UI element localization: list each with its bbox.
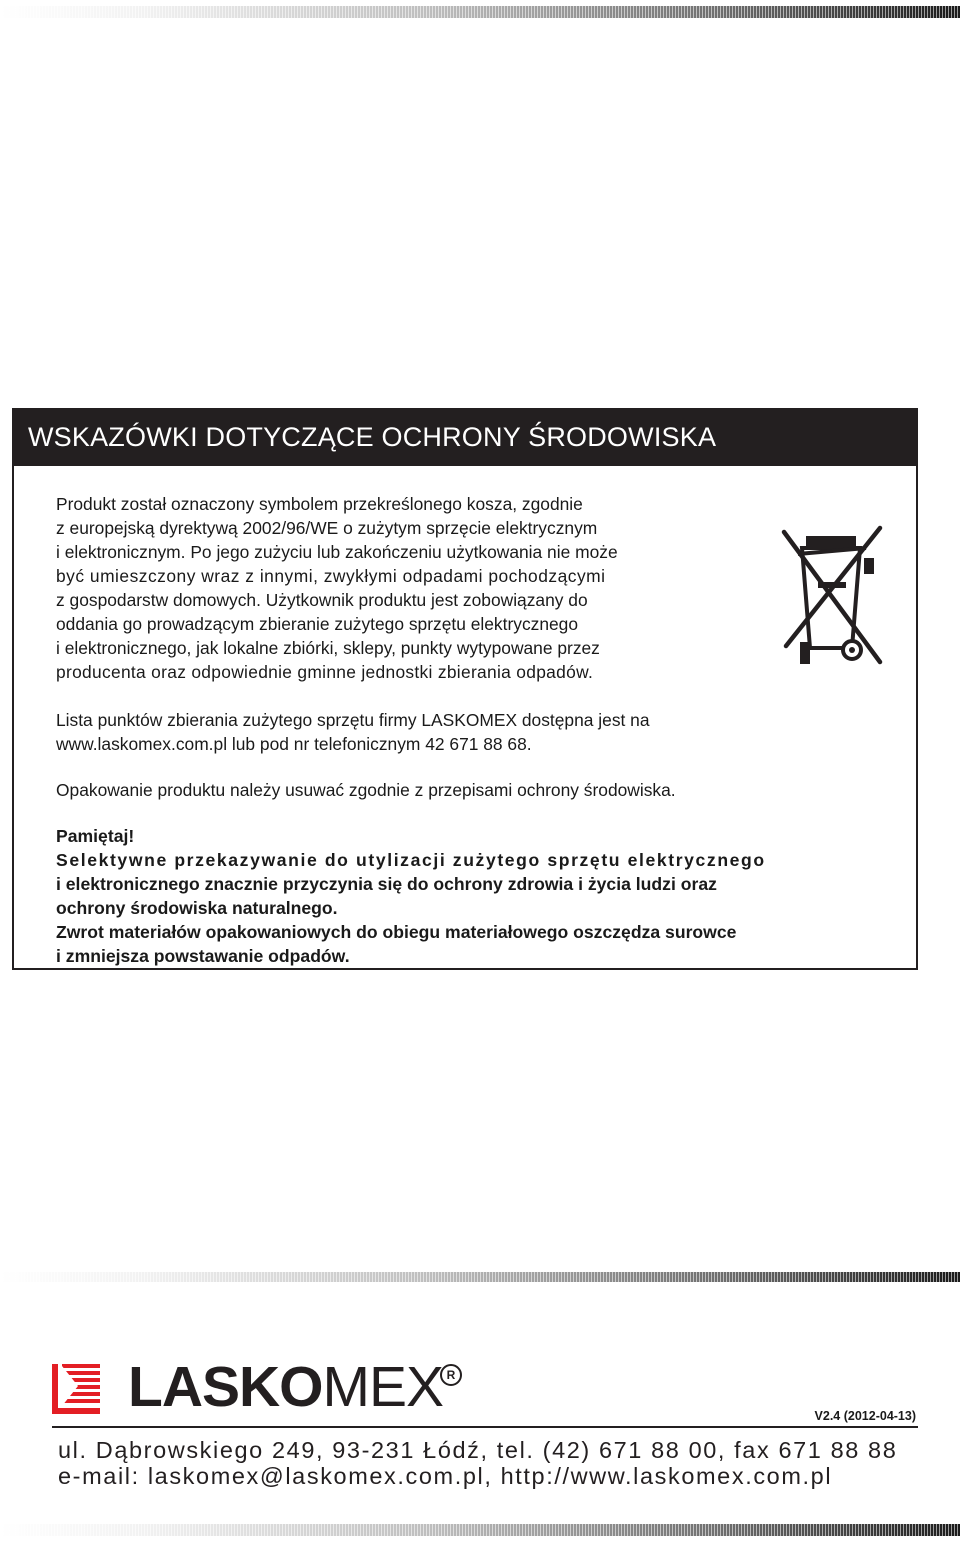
document-version: V2.4 (2012-04-13) xyxy=(814,1409,916,1423)
address-line: ul. Dąbrowskiego 249, 93-231 Łódź, tel. (42) 671 88 00, fax 671 88 88 xyxy=(58,1437,898,1463)
paragraph-line: i elektronicznego, jak lokalne zbiórki, sklepy, punkty wytypowane przez xyxy=(56,638,600,658)
paragraph-line: Produkt został oznaczony symbolem przekreślonego kosza, zgodnie xyxy=(56,494,583,514)
decorative-gradient-bar-bottom xyxy=(0,1524,960,1536)
logo-text-bold: LASKO xyxy=(128,1355,323,1419)
laskomex-red-mark-icon xyxy=(52,1364,100,1414)
registered-trademark-icon: R xyxy=(440,1364,462,1386)
remember-line: Zwrot materiałów opakowaniowych do obiegu materiałowego oszczędza surowce xyxy=(56,922,737,942)
email-web-line: e-mail: laskomex@laskomex.com.pl, http://www.laskomex.com.pl xyxy=(58,1463,833,1489)
paragraph-line: być umieszczony wraz z innymi, zwykłymi odpadami pochodzącymi xyxy=(56,566,606,586)
notice-title: WSKAZÓWKI DOTYCZĄCE OCHRONY ŚRODOWISKA xyxy=(28,422,717,452)
remember-line: i zmniejsza powstawanie odpadów. xyxy=(56,946,350,966)
paragraph-line: z gospodarstw domowych. Użytkownik produktu jest zobowiązany do xyxy=(56,590,588,610)
paragraph-line: Lista punktów zbierania zużytego sprzętu firmy LASKOMEX dostępna jest na xyxy=(56,710,650,730)
environment-notice-panel xyxy=(12,408,918,970)
remember-line: i elektronicznego znacznie przyczynia się do ochrony zdrowia i życia ludzi oraz xyxy=(56,874,717,894)
paragraph-line: producenta oraz odpowiednie gminne jednostki zbierania odpadów. xyxy=(56,662,594,682)
footer-divider xyxy=(52,1426,918,1428)
notice-header xyxy=(14,410,916,466)
company-contact xyxy=(58,1437,897,1489)
paragraph-line: www.laskomex.com.pl lub pod nr telefonicznym 42 671 88 68. xyxy=(56,734,532,754)
crossed-out-wheelie-bin-icon xyxy=(778,524,886,666)
paragraph-line: oddania go prowadzącym zbieranie zużytego sprzętu elektrycznego xyxy=(56,614,579,634)
disposal-paragraph xyxy=(56,492,618,684)
packaging-paragraph: Opakowanie produktu należy usuwać zgodnie z przepisami ochrony środowiska. xyxy=(56,780,676,800)
remember-line: ochrony środowiska naturalnego. xyxy=(56,898,338,918)
remember-line: Selektywne przekazywanie do utylizacji zużytego sprzętu elektrycznego xyxy=(56,850,766,870)
remember-heading: Pamiętaj! xyxy=(56,826,135,846)
paragraph-line: z europejską dyrektywą 2002/96/WE o zużytym sprzęcie elektrycznym xyxy=(56,518,598,538)
paragraph-line: i elektronicznym. Po jego zużyciu lub zakończeniu użytkowania nie może xyxy=(56,542,618,562)
logo-text-light: MEX xyxy=(322,1355,444,1419)
collection-points-paragraph xyxy=(56,708,650,756)
decorative-gradient-bar-middle xyxy=(0,1272,960,1282)
decorative-gradient-bar-top xyxy=(0,6,960,18)
remember-paragraph xyxy=(56,824,766,968)
laskomex-logo-wordmark xyxy=(128,1357,443,1417)
